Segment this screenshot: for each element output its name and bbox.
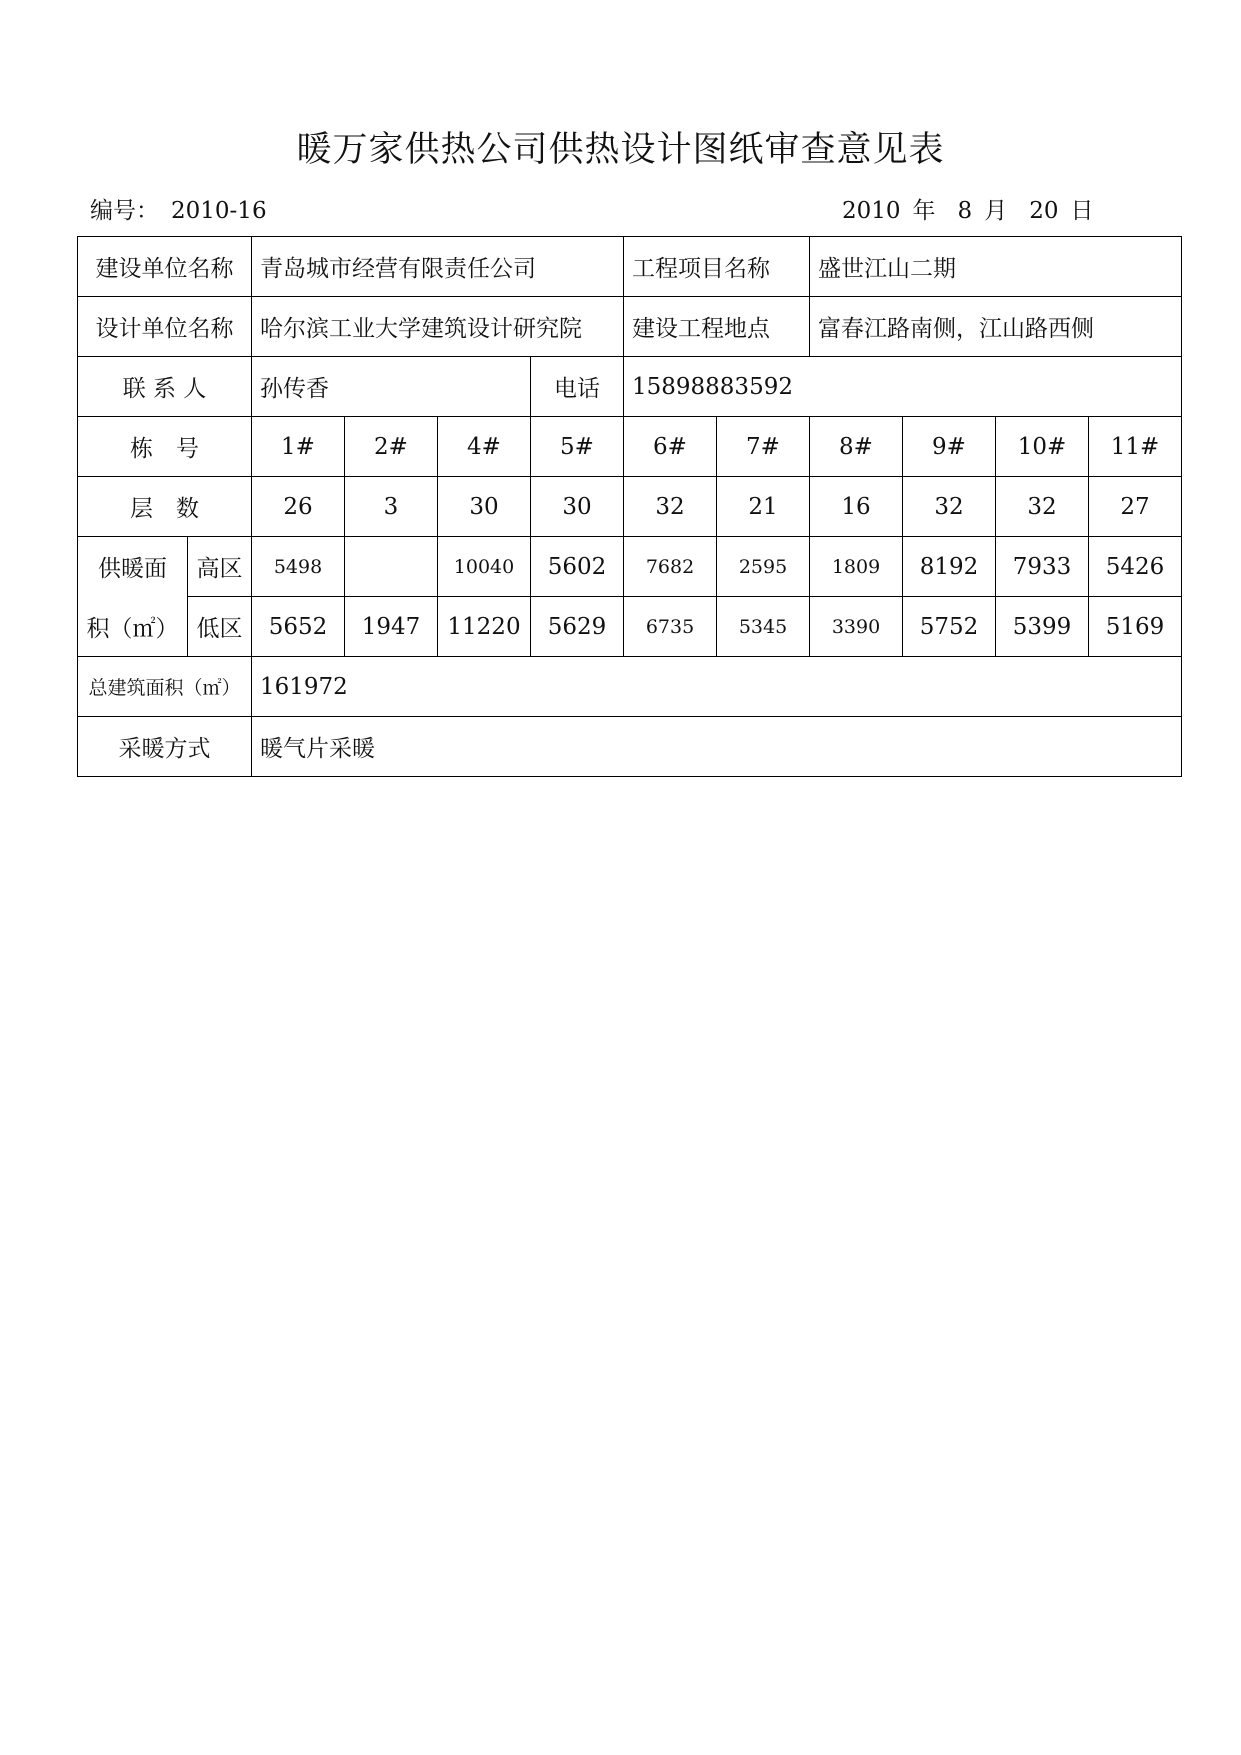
serial-number [90, 192, 279, 225]
date-day: 20 [1029, 198, 1059, 224]
floors-cell: 27 [1089, 477, 1182, 537]
location-value: 富春江路南侧，江山路西侧 [810, 297, 1182, 357]
heating-area-label-top: 供暖面 [78, 537, 188, 597]
low-zone-cell: 5345 [717, 597, 810, 657]
building-header: 4# [438, 417, 531, 477]
date-month: 8 [957, 198, 973, 224]
high-zone-cell [345, 537, 438, 597]
high-zone-cell: 5602 [531, 537, 624, 597]
high-zone-label: 高区 [188, 537, 252, 597]
building-header: 6# [624, 417, 717, 477]
building-header: 11# [1089, 417, 1182, 477]
building-number-label: 栋 号 [78, 417, 252, 477]
total-area-row [78, 657, 1182, 717]
high-zone-cell: 7933 [996, 537, 1089, 597]
designer-value: 哈尔滨工业大学建筑设计研究院 [252, 297, 624, 357]
low-zone-label: 低区 [188, 597, 252, 657]
floors-row [78, 477, 1182, 537]
builder-label: 建设单位名称 [78, 237, 252, 297]
floors-cell: 21 [717, 477, 810, 537]
heating-method-row [78, 717, 1182, 777]
phone-value: 15898883592 [624, 357, 1182, 417]
designer-row [78, 297, 1182, 357]
low-zone-cell: 11220 [438, 597, 531, 657]
floors-cell: 32 [996, 477, 1089, 537]
building-header: 5# [531, 417, 624, 477]
form-title: 暖万家供热公司供热设计图纸审查意见表 [296, 130, 945, 170]
building-header: 8# [810, 417, 903, 477]
low-zone-cell: 5399 [996, 597, 1089, 657]
building-header: 2# [345, 417, 438, 477]
date-year-unit: 年 [912, 198, 936, 224]
builder-value: 青岛城市经营有限责任公司 [252, 237, 624, 297]
date-month-unit: 月 [984, 198, 1008, 224]
floors-cell: 32 [903, 477, 996, 537]
serial-value: 2010-16 [171, 198, 267, 224]
date-day-unit: 日 [1070, 198, 1094, 224]
floors-cell: 26 [252, 477, 345, 537]
heating-area-label-bottom: 积（㎡） [78, 597, 188, 657]
form-date [842, 192, 1105, 225]
date-year: 2010 [842, 198, 901, 224]
review-form-table [77, 236, 1182, 777]
high-zone-cell: 7682 [624, 537, 717, 597]
high-zone-cell: 10040 [438, 537, 531, 597]
low-zone-cell: 3390 [810, 597, 903, 657]
designer-label: 设计单位名称 [78, 297, 252, 357]
building-header: 7# [717, 417, 810, 477]
total-area-label: 总建筑面积（㎡） [78, 657, 252, 717]
high-zone-cell: 8192 [903, 537, 996, 597]
contact-label: 联 系 人 [78, 357, 252, 417]
total-area-value: 161972 [252, 657, 1182, 717]
high-zone-cell: 2595 [717, 537, 810, 597]
building-header: 9# [903, 417, 996, 477]
serial-label: 编号： [90, 198, 159, 224]
project-value: 盛世江山二期 [810, 237, 1182, 297]
builder-row [78, 237, 1182, 297]
floors-cell: 30 [531, 477, 624, 537]
low-zone-cell: 5652 [252, 597, 345, 657]
floors-label: 层 数 [78, 477, 252, 537]
low-zone-cell: 5169 [1089, 597, 1182, 657]
floors-cell: 16 [810, 477, 903, 537]
building-header: 1# [252, 417, 345, 477]
low-zone-cell: 5629 [531, 597, 624, 657]
contact-value: 孙传香 [252, 357, 531, 417]
high-zone-cell: 1809 [810, 537, 903, 597]
low-zone-row [78, 597, 1182, 657]
low-zone-cell: 5752 [903, 597, 996, 657]
contact-row [78, 357, 1182, 417]
heating-method-value: 暖气片采暖 [252, 717, 1182, 777]
project-label: 工程项目名称 [624, 237, 810, 297]
phone-label: 电话 [531, 357, 624, 417]
building-header: 10# [996, 417, 1089, 477]
high-zone-cell: 5498 [252, 537, 345, 597]
low-zone-cell: 6735 [624, 597, 717, 657]
high-zone-cell: 5426 [1089, 537, 1182, 597]
high-zone-row [78, 537, 1182, 597]
floors-cell: 32 [624, 477, 717, 537]
building-number-row [78, 417, 1182, 477]
location-label: 建设工程地点 [624, 297, 810, 357]
low-zone-cell: 1947 [345, 597, 438, 657]
heating-method-label: 采暖方式 [78, 717, 252, 777]
floors-cell: 30 [438, 477, 531, 537]
floors-cell: 3 [345, 477, 438, 537]
